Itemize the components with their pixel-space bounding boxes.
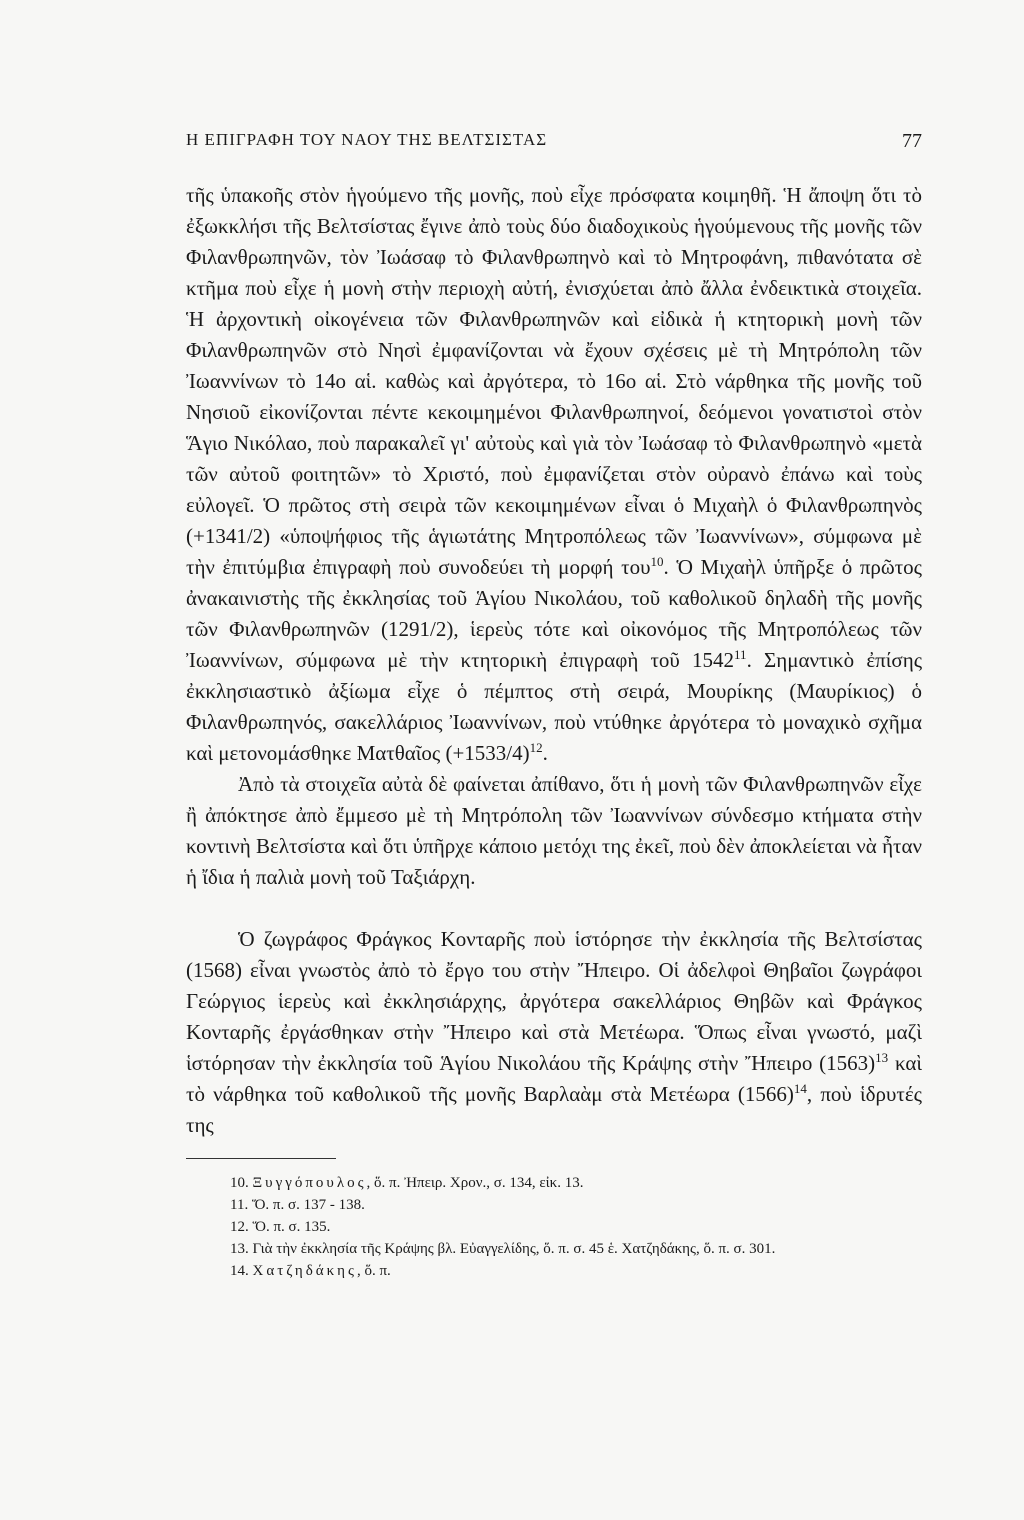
paragraph-1 [186,180,922,769]
paragraph-2-text: Ὁ ζωγράφος Φράγκος Κονταρῆς ποὺ ἱστόρησε τὴν ἐκκλησία τῆς Βελτσίστας (1568) εἶναι γνωστὸς ἀπὸ τὸ ἔργο του στὴν Ἤπειρο. Οἱ ἀδελφοὶ Θηβαῖοι ζωγράφοι Γεώργιος ἱερεὺς καὶ ἐκκλησιάρχης, ἀργότερα σακελλάριος Θηβῶν καὶ Φράγκος Κονταρῆς ἐργάσθηκαν στὴν Ἤπειρο καὶ στὰ Μετέωρα. Ὅπως εἶναι γνωστό, μαζὶ ἱστόρησαν τὴν ἐκκλησία τοῦ Ἁγίου Νικολάου τῆς Κράψης στὴν Ἤπειρο (1563) [186,927,922,1075]
paragraph-2-text-c: , ποὺ ἱδρυτές της [186,1082,922,1137]
footnote-14 [230,1260,922,1282]
footnote-ref-14[interactable]: 14 [793,1081,807,1096]
paragraph-1-text-c: . Σημαντικὸ ἐπίσης ἐκκλησιαστικὸ ἀξίωμα εἶχε ὁ πέμπτος στὴ σειρά, Μουρίκης (Μαυρίκιος) ὁ Φιλανθρωπηνός, σακελλάριος Ἰωαννίνων, ποὺ ντύθηκε ἀργότερα τὸ μοναχικὸ σχῆμα καὶ μετονομάσθηκε Ματθαῖος (+1533/4) [186,648,923,765]
footnote-10 [230,1172,922,1194]
page-number: 77 [902,130,922,152]
footnote-number: 11. [230,1197,249,1213]
footnote-ref-12[interactable]: 12 [529,740,543,755]
running-header [186,130,922,160]
paragraph-2 [186,924,922,1141]
footnote-ref-10[interactable]: 10 [650,554,664,569]
footnote-ref-11[interactable]: 11 [734,647,747,662]
footnote-number: 13. [230,1241,249,1257]
footnote-ref-13[interactable]: 13 [875,1050,889,1065]
footnotes [230,1172,922,1282]
paragraph-1-text-d: . [542,741,548,765]
footnote-text: Γιὰ τὴν ἐκκλησία τῆς Κράψης βλ. Εὐαγγελίδης, ὅ. π. σ. 45 ἑ. Χατζηδάκης, ὅ. π. σ. 301. [252,1241,776,1257]
footnote-text: Ὅ. π. σ. 137 - 138. [251,1197,365,1213]
footnote-author: Ξυγγόπουλος [252,1175,367,1191]
footnote-text: , ὅ. π. [356,1263,391,1279]
footnote-author: Χατζηδάκης [252,1263,357,1279]
running-title: Η ΕΠΙΓΡΑΦΗ ΤΟΥ ΝΑΟΥ ΤΗΣ ΒΕΛΤΣΙΣΤΑΣ [186,130,548,149]
footnote-13 [230,1238,922,1260]
paragraph-2-text-b: καὶ τὸ νάρθηκα τοῦ καθολικοῦ τῆς μονῆς Βαρλαὰμ στὰ Μετέωρα (1566) [186,1051,922,1106]
paragraph-1-text: τῆς ὑπακοῆς στὸν ἡγούμενο τῆς μονῆς, ποὺ εἶχε πρόσφατα κοιμηθῆ. Ἡ ἄποψη ὅτι τὸ ἐξωκκλήσι τῆς Βελτσίστας ἔγινε ἀπὸ τοὺς δύο διαδοχικοὺς ἡγούμενους τῆς μονῆς τῶν Φιλανθρωπηνῶν, τὸν Ἰωάσαφ τὸ Φιλανθρωπηνὸ καὶ τὸ Μητροφάνη, πιθανότατα σὲ κτῆμα ποὺ εἶχε ἡ μονὴ στὴν περιοχὴ αὐτή, ἐνισχύεται ἀπὸ ἄλλα ἐνδεικτικὰ στοιχεῖα. Ἡ ἀρχοντικὴ οἰκογένεια τῶν Φιλανθρωπηνῶν καὶ εἰδικὰ ἡ κτητορικὴ μονὴ τῶν Φιλανθρωπηνῶν στὸ Νησὶ ἐμφανίζονται νὰ ἔχουν σχέσεις μὲ τὴ Μητρόπολη τῶν Ἰωαννίνων τὸ 14ο αἱ. καθὼς καὶ ἀργότερα, τὸ 16ο αἱ. Στὸ νάρθηκα τῆς μονῆς τοῦ Νησιοῦ εἰκονίζονται πέντε κεκοιμημένοι Φιλανθρωπηνοί, δεόμενοι γονατιστοὶ στὸν Ἅγιο Νικόλαο, ποὺ παρακαλεῖ γι' αὐτοὺς καὶ γιὰ τὸν Ἰωάσαφ τὸ Φιλανθρωπηνὸ «μετὰ τῶν αὐτοῦ φοιτητῶν» τὸ Χριστό, ποὺ ἐμφανίζεται στὸν οὐρανὸ ἐπάνω καὶ τοὺς εὐλογεῖ. Ὁ πρῶτος στὴ σειρὰ τῶν κεκοιμημένων εἶναι ὁ Μιχαὴλ ὁ Φιλανθρωπηνὸς (+1341/2) «ὑποψήφιος τῆς ἁγιωτάτης Μητροπόλεως τῶν Ἰωαννίνων», σύμφωνα μὲ τὴν ἐπιτύμβια ἐπιγραφὴ ποὺ συνοδεύει τὴ μορφή του [186,183,922,579]
footnote-text: , ὅ. π. Ἠπειρ. Χρον., σ. 134, εἰκ. 13. [366,1175,584,1191]
paragraph-1-continuation: Ἀπὸ τὰ στοιχεῖα αὐτὰ δὲ φαίνεται ἀπίθανο, ὅτι ἡ μονὴ τῶν Φιλανθρωπηνῶν εἶχε ἢ ἀπόκτησε ἀπὸ ἔμμεσο μὲ τὴ Μητρόπολη τῶν Ἰωαννίνων σύνδεσμο κτήματα στὴν κοντινὴ Βελτσίστα καὶ ὅτι ὑπῆρχε κάποιο μετόχι της ἐκεῖ, ποὺ δὲν ἀποκλείεται νὰ ἦταν ἡ ἴδια ἡ παλιὰ μονὴ τοῦ Ταξιάρχη. [186,772,922,889]
footnote-rule [186,1158,336,1159]
footnote-number: 12. [230,1219,249,1235]
footnote-number: 14. [230,1263,249,1279]
footnote-text: Ὅ. π. σ. 135. [252,1219,331,1235]
footnote-12 [230,1216,922,1238]
footnote-11 [230,1194,922,1216]
footnote-number: 10. [230,1175,249,1191]
paragraph-1-text-b: . Ὁ Μιχαὴλ ὑπῆρξε ὁ πρῶτος ἀνακαινιστὴς τῆς ἐκκλησίας τοῦ Ἁγίου Νικολάου, τοῦ καθολικοῦ δηλαδὴ τῆς μονῆς τῶν Φιλανθρωπηνῶν (1291/2), ἱερεὺς τότε καὶ οἰκονόμος τῆς Μητροπόλεως τῶν Ἰωαννίνων, σύμφωνα μὲ τὴν κτητορικὴ ἐπιγραφὴ τοῦ 1542 [186,555,922,672]
body-text [186,180,922,1141]
